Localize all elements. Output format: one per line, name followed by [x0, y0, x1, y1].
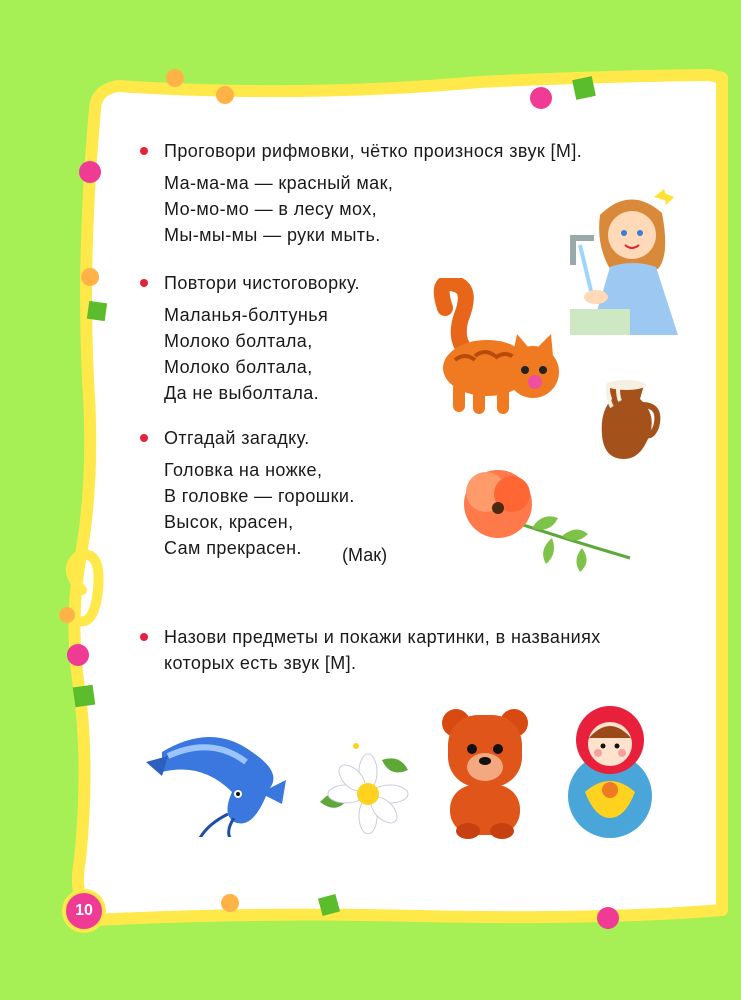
- verse-line: Мо-мо-мо — в лесу мох,: [164, 199, 378, 219]
- verse-line: Маланья-болтунья: [164, 305, 329, 325]
- verse-line: Мы-мы-мы — руки мыть.: [164, 225, 381, 245]
- bullet: [140, 434, 148, 442]
- exercise-4: [140, 624, 601, 676]
- decor-square: [87, 301, 107, 321]
- decor-dot: [216, 86, 234, 104]
- exercise-1: [140, 138, 582, 248]
- exercise-3: [140, 425, 355, 561]
- decor-square: [73, 685, 96, 708]
- bullet: [140, 279, 148, 287]
- decor-dot: [79, 161, 101, 183]
- bullet: [140, 633, 148, 641]
- verse-line: Молоко болтала,: [164, 357, 313, 377]
- decor-square: [572, 76, 596, 100]
- decor-dot: [59, 607, 75, 623]
- exercise-instruction: Проговори рифмовки, чётко произнося звук [М].: [164, 141, 583, 161]
- page-number: 10: [62, 889, 106, 933]
- poppy-flower-image: [462, 458, 632, 573]
- verse-line: Молоко болтала,: [164, 331, 313, 351]
- matryoshka-image: [565, 700, 655, 840]
- riddle-line: В головке — горошки.: [164, 486, 355, 506]
- riddle-line: Сам прекрасен.: [164, 538, 302, 558]
- riddle-line: Головка на ножке,: [164, 460, 323, 480]
- exercise-instruction: Повтори чистоговорку.: [164, 273, 360, 293]
- girl-washing-hands-image: [570, 185, 685, 335]
- decor-dot: [597, 907, 619, 929]
- catfish-image: [142, 722, 292, 837]
- verse-line: Да не выболтала.: [164, 383, 320, 403]
- riddle-answer: (Мак): [342, 545, 388, 565]
- bear-toy-image: [440, 705, 530, 840]
- exercise-instruction: Отгадай загадку.: [164, 428, 310, 448]
- decor-dot: [166, 69, 184, 87]
- verse-line: Ма-ма-ма — красный мак,: [164, 173, 394, 193]
- riddle-line: Высок, красен,: [164, 512, 294, 532]
- decor-dot: [530, 87, 552, 109]
- exercise-instruction-line1: Назови предметы и покажи картинки, в названиях: [164, 627, 601, 647]
- exercise-instruction-line2: которых есть звук [М].: [164, 653, 357, 673]
- chamomile-image: [312, 732, 412, 837]
- milk-jug-image: [594, 375, 664, 460]
- decor-dot: [67, 644, 89, 666]
- ginger-cat-image: [425, 278, 575, 418]
- decor-dot: [221, 894, 239, 912]
- bullet: [140, 147, 148, 155]
- decor-dot: [81, 268, 99, 286]
- exercise-2: [140, 270, 360, 406]
